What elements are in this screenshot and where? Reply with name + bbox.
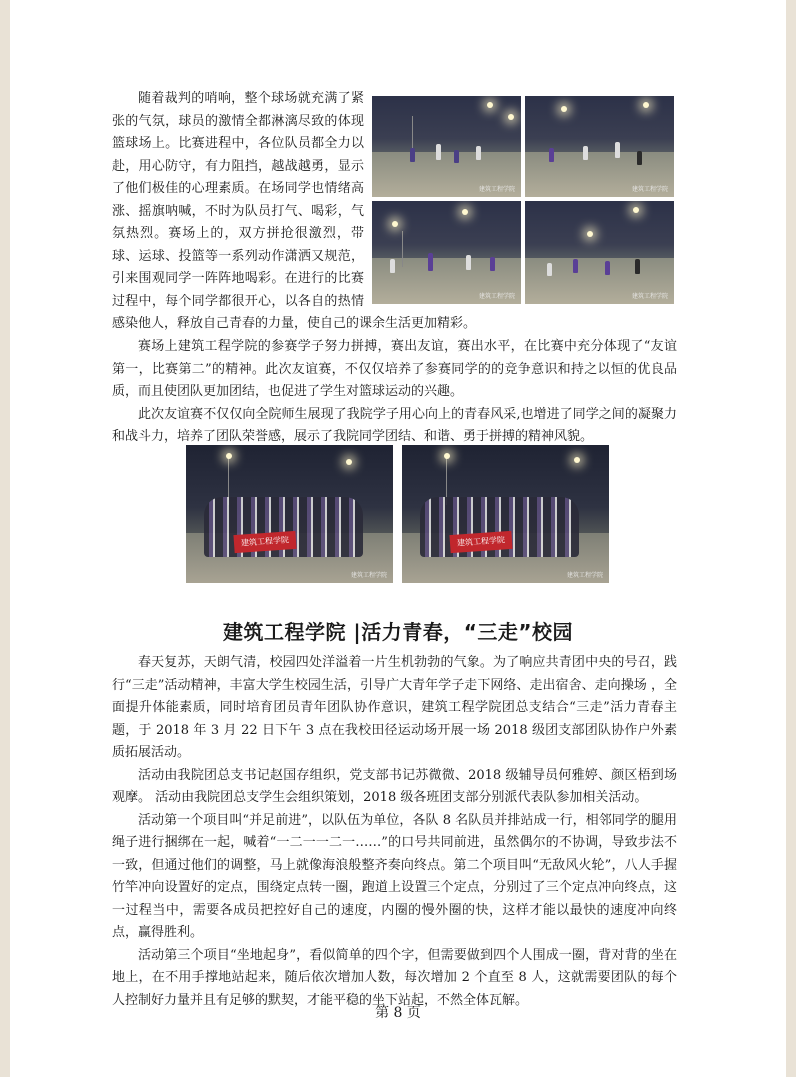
photo-watermark: 建筑工程学院: [350, 572, 387, 579]
photo-watermark: 建筑工程学院: [631, 293, 668, 300]
team-banner: 建筑工程学院: [233, 531, 296, 553]
basketball-photo-grid: [372, 96, 676, 308]
photo-watermark: 建筑工程学院: [478, 293, 515, 300]
paragraph-team-cohesion: 此次友谊赛不仅仅向全院师生展现了我院学子用心向上的青春风采,也增进了同学之间的凝聚力和战斗力，培养了团队荣誉感，展示了我院同学团结、和谐、勇于拼搏的精神风貌。: [112, 406, 677, 444]
group-photo-2: [402, 445, 609, 583]
basketball-photo-2: [525, 96, 674, 197]
bottom-paragraph-block: [112, 652, 677, 1012]
paragraph-friendship-spirit: 赛场上建筑工程学院的参赛学子努力拼搏，赛出友谊，赛出水平，在比赛中充分体现了“友谊第一，比赛第二”的精神。此次友谊赛，不仅仅培养了参赛同学的的竞争意识和持之以恒的优良品质，而且使团队更加团结，也促进了学生对篮球运动的兴趣。: [112, 339, 677, 399]
section-heading: 建筑工程学院 |活力青春，“三走”校园: [222, 620, 574, 644]
photo-watermark: 建筑工程学院: [566, 572, 603, 579]
basketball-photo-4: [525, 201, 674, 304]
team-banner: 建筑工程学院: [449, 531, 512, 553]
basketball-photo-1: [372, 96, 521, 197]
basketball-photo-3: [372, 201, 521, 304]
group-photo-1: [186, 445, 393, 583]
paragraph-organizers: 活动由我院团总支书记赵国存组织，党支部书记苏微微、2018 级辅导员何雅婷、颜区梧到场观摩。 活动由我院团总支学生会组织策划，2018 级各班团支部分别派代表队参加相关活动。: [112, 767, 677, 805]
page-number: 第 8 页: [375, 1005, 421, 1021]
paragraph-match-atmosphere: 随着裁判的哨响，整个球场就充满了紧张的气氛，球员的激情全都淋漓尽致的体现篮球场上。比赛进程中，各位队员都全力以赴，用心防守，有力阻挡，越战越勇，显示了他们极佳的心理素质。在场同学也情绪高涨、摇旗呐喊，不时为队员打气、喝彩，气氛热烈。赛场上的，双方拼抢很激烈，带球、运球、投篮等一系列动作潇洒又规范，引来围观同学一阵阵地喝彩。在进行的比赛过程中，每个同学都很开心，以各自的热情感染他人，释放自己青春的力量，使自己的课余生活更加精彩。: [112, 91, 477, 331]
middle-paragraph-block: [112, 336, 677, 449]
paragraph-three-walks-intro: 春天复苏，天朗气清，校园四处洋溢着一片生机勃勃的气象。为了响应共青团中央的号召，践行“三走”活动精神，丰富大学生校园生活，引导广大青年学子走下网络、走出宿舍、走向操场 ，全面提升体能素质，同时培育团员青年团队协作意识，建筑工程学院团总支结合“三走”活力青春主题，于 2018 年 3 月 22 日下午 3 点在我校田径运动场开展一场 2018 级团支部团队协作户外素质拓展活动。: [112, 655, 677, 760]
photo-watermark: 建筑工程学院: [631, 186, 668, 193]
photo-watermark: 建筑工程学院: [478, 186, 515, 193]
paragraph-activity-three: 活动第三个项目“坐地起身”，看似简单的四个字，但需要做到四个人围成一圈，背对背的坐在地上，在不用手撑地站起来，随后依次增加人数，每次增加 2 个直至 8 人，这就需要团队的每个人控制好力量并且有足够的默契，才能平稳的坐下站起，不然全体瓦解。: [112, 947, 677, 1008]
paragraph-activities-one-two: 活动第一个项目叫“并足前进”，以队伍为单位，各队 8 名队员并排站成一行，相邻同学的腿用绳子进行捆绑在一起，喊着“一二一一二一……”的口号共同前进，虽然偶尔的不协调，导致步法不一致，但通过他们的调整，马上就像海浪般整齐奏向终点。第二个项目叫“无敌风火轮”，八人手握竹竿冲向设置好的定点，围绕定点转一圈，跑道上设置三个定点，分别过了三个定点冲向终点，这一过程当中，需要各成员把控好自己的速度，内圈的慢外圈的快，这样才能以最快的速度冲向终点，赢得胜利。: [112, 812, 677, 940]
